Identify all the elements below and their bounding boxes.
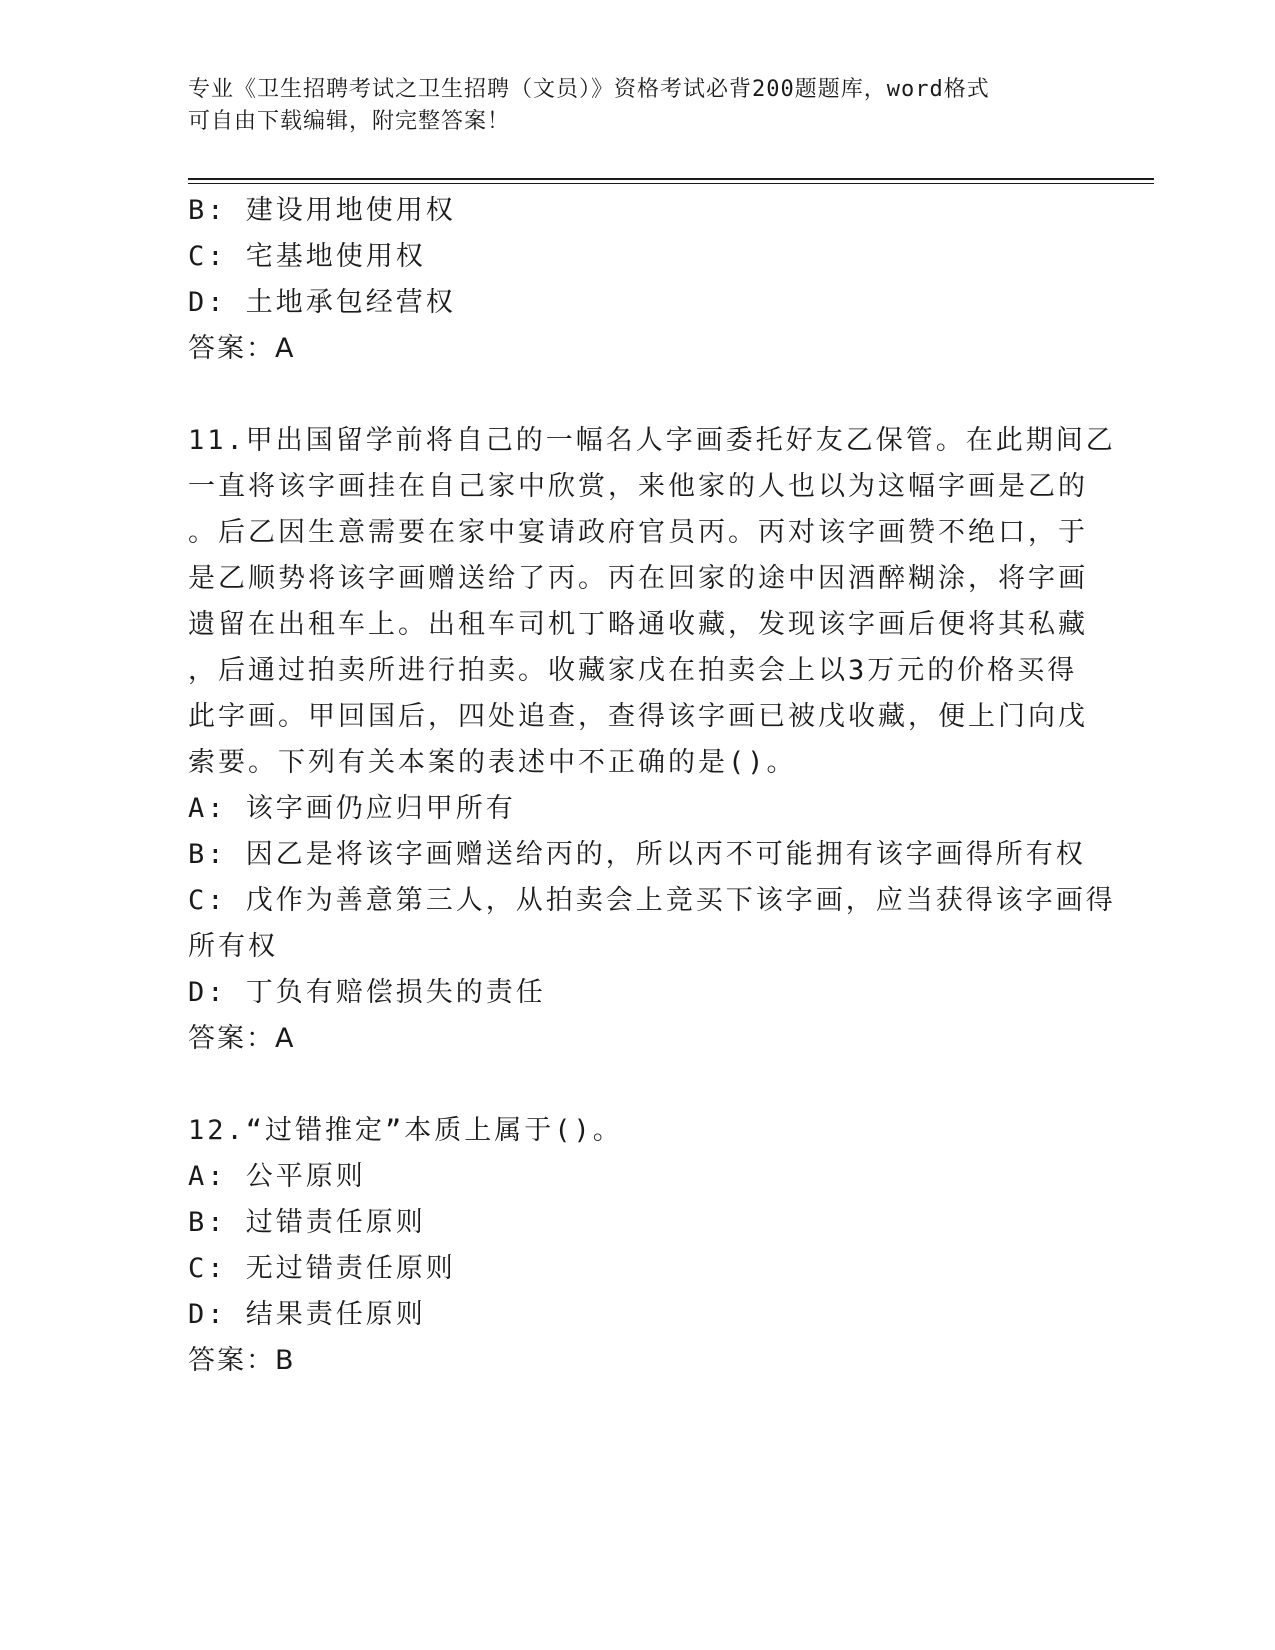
q12-stem: 12.“过错推定”本质上属于()。 [188,1115,623,1146]
spacer [188,372,1088,418]
q11-option-c-continued: 所有权 [188,931,278,962]
q11-stem-line: 11.甲出国留学前将自己的一幅名人字画委托好友乙保管。在此期间乙 [188,425,1116,456]
q12-option-d: D: 结果责任原则 [188,1299,426,1330]
q11-stem-line: ，后通过拍卖所进行拍卖。收藏家戊在拍卖会上以3万元的价格买得 [188,655,1078,686]
q11-stem-line: 遗留在出租车上。出租车司机丁略通收藏，发现该字画后便将其私藏 [188,609,1088,640]
q10-option-d: D: 土地承包经营权 [188,287,456,318]
document-header [188,74,1068,138]
q11-option-d: D: 丁负有赔偿损失的责任 [188,977,546,1008]
q11-stem-line: 索要。下列有关本案的表述中不正确的是()。 [188,747,797,778]
q10-option-c: C: 宅基地使用权 [188,241,426,272]
header-line-2: 可自由下载编辑，附完整答案！ [188,109,511,134]
q11-answer: 答案：A [188,1023,296,1054]
q11-stem-line: 此字画。甲回国后，四处追查，查得该字画已被戊收藏，便上门向戊 [188,701,1088,732]
q11-stem-line: 是乙顺势将该字画赠送给了丙。丙在回家的途中因酒醉糊涂，将字画 [188,563,1088,594]
q11-option-c: C: 戊作为善意第三人，从拍卖会上竞买下该字画，应当获得该字画得 [188,885,1116,916]
q11-option-b: B: 因乙是将该字画赠送给丙的，所以丙不可能拥有该字画得所有权 [188,839,1086,870]
question-content [188,188,1116,1384]
q10-answer: 答案：A [188,333,296,364]
q12-option-b: B: 过错责任原则 [188,1207,426,1238]
header-divider-thick [188,178,1154,180]
header-divider-thin [188,183,1154,184]
q12-answer: 答案：B [188,1345,296,1376]
q12-option-a: A: 公平原则 [188,1161,366,1192]
spacer [188,1062,1088,1108]
q11-stem-line: 一直将该字画挂在自己家中欣赏，来他家的人也以为这幅字画是乙的 [188,471,1088,502]
q10-option-b: B: 建设用地使用权 [188,195,456,226]
q12-option-c: C: 无过错责任原则 [188,1253,456,1284]
q11-option-a: A: 该字画仍应归甲所有 [188,793,516,824]
header-line-1: 专业《卫生招聘考试之卫生招聘（文员）》资格考试必背200题题库，word格式 [188,77,990,102]
q11-stem-line: 。后乙因生意需要在家中宴请政府官员丙。丙对该字画赞不绝口，于 [188,517,1088,548]
